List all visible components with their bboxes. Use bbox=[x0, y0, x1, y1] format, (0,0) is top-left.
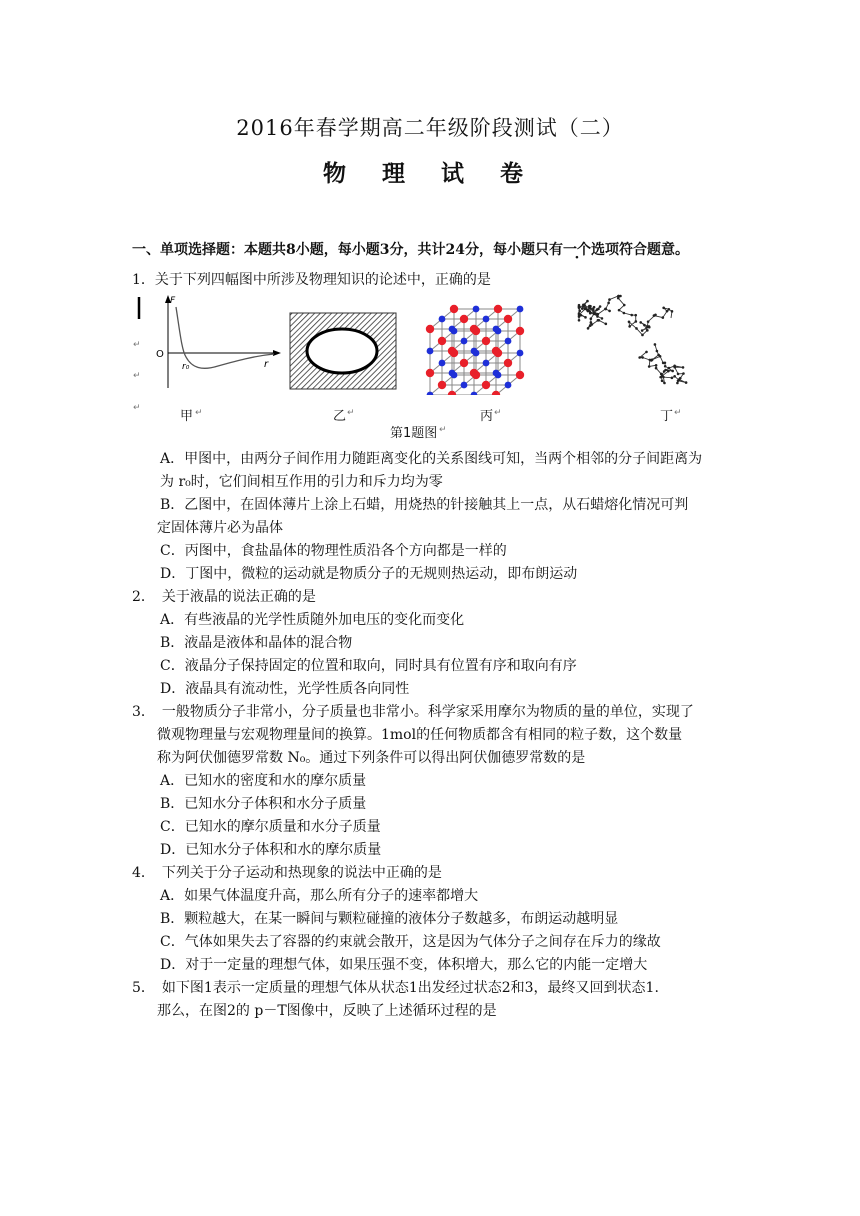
question-5-stem: 5． 如下图1表示一定质量的理想气体从状态1出发经过状态2和3，最终又回到状态1. bbox=[132, 980, 659, 996]
sodium-ion-atom bbox=[438, 381, 446, 389]
chloride-ion-atom bbox=[439, 316, 446, 323]
sodium-ion-atom bbox=[482, 381, 490, 389]
question-1-stem: 1．关于下列四幅图中所涉及物理知识的论述中，正确的是 bbox=[132, 272, 491, 288]
chloride-ion-atom bbox=[517, 350, 524, 357]
chloride-ion-atom bbox=[471, 348, 478, 355]
page-title: 2016年春学期高二年级阶段测试（二） bbox=[236, 116, 624, 140]
axis-f-label: F bbox=[170, 296, 176, 306]
section-heading-post: 选项符合题意。 bbox=[590, 242, 689, 258]
sodium-ion-atom bbox=[460, 315, 468, 323]
question-1-option-b-cont: 定固体薄片必为晶体 bbox=[157, 520, 283, 536]
section-heading-pre: 一、单项选择题：本题共8小题，每小题3分，共计24分，每小题只有 bbox=[132, 242, 563, 258]
question-3-stem-line2: 微观物理量与宏观物理量间的换算。1mol的任何物质都含有相同的粒子数，这个数量 bbox=[157, 727, 683, 743]
force-distance-graph bbox=[136, 293, 286, 393]
paragraph-mark-icon: ↵ bbox=[133, 403, 141, 413]
sodium-ion-atom bbox=[492, 347, 500, 355]
question-5-stem-line2: 那么，在图2的 p－T图像中，反映了上述循环过程的是 bbox=[157, 1003, 497, 1019]
chloride-ion-atom bbox=[449, 370, 456, 377]
question-1-option-a-cont: 为 r₀时，它们间相互作用的引力和斥力均为零 bbox=[160, 474, 443, 490]
chloride-ion-atom bbox=[461, 338, 468, 345]
question-3-stem-line3: 称为阿伏伽德罗常数 N₀。通过下列条件可以得出阿伏伽德罗常数的是 bbox=[157, 750, 586, 766]
paragraph-mark-icon: ↵ bbox=[133, 340, 141, 350]
x-axis-arrow bbox=[273, 350, 281, 356]
question-1-option-d: D．丁图中，微粒的运动就是物质分子的无规则热运动，即布朗运动 bbox=[160, 566, 578, 582]
question-4-stem: 4． 下列关于分子运动和热现象的说法中正确的是 bbox=[132, 865, 442, 881]
figure-label-jia: 甲 bbox=[180, 409, 194, 424]
paragraph-mark-icon: ↵ bbox=[133, 371, 141, 381]
question-3-stem: 3． 一般物质分子非常小，分子质量也非常小。科学家采用摩尔为物质的量的单位，实现了 bbox=[132, 704, 694, 720]
chloride-ion-atom bbox=[517, 306, 524, 313]
question-3-option-b: B．已知水分子体积和水分子质量 bbox=[160, 796, 367, 812]
paragraph-mark-icon: ↵ bbox=[674, 408, 682, 418]
question-2-option-b: B．液晶是液体和晶体的混合物 bbox=[160, 635, 353, 651]
question-1-option-a: A．甲图中，由两分子间作用力随距离变化的关系图线可知，当两个相邻的分子间距离为 bbox=[160, 451, 703, 467]
chloride-ion-atom bbox=[505, 382, 512, 389]
question-1-option-b: B．乙图中，在固体薄片上涂上石蜡，用烧热的针接触其上一点，从石蜡熔化情况可判 bbox=[160, 497, 689, 513]
question-1-option-c: C．丙图中，食盐晶体的物理性质沿各个方向都是一样的 bbox=[160, 543, 507, 559]
question-2-option-c: C．液晶分子保持固定的位置和取向，同时具有位置有序和取向有序 bbox=[160, 658, 577, 674]
question-3-option-a: A．已知水的密度和水的摩尔质量 bbox=[160, 773, 367, 789]
question-4-option-a: A．如果气体温度升高，那么所有分子的速率都增大 bbox=[160, 888, 479, 904]
sodium-ion-atom bbox=[516, 327, 524, 335]
page-subtitle: 物 理 试 卷 bbox=[322, 160, 538, 187]
section-heading-dotted: 一个 bbox=[562, 242, 591, 258]
chloride-ion-atom bbox=[493, 326, 500, 333]
sodium-ion-atom bbox=[426, 369, 434, 377]
figure-label-bing: 丙 bbox=[480, 409, 494, 424]
sodium-ion-atom bbox=[492, 391, 500, 395]
sodium-ion-atom bbox=[450, 305, 458, 313]
r0-label: r₀ bbox=[182, 362, 190, 372]
question-2-option-d: D．液晶具有流动性，光学性质各向同性 bbox=[160, 681, 410, 697]
paragraph-mark-icon: ↵ bbox=[195, 408, 203, 418]
question-4-option-b: B．颗粒越大，在某一瞬间与颗粒碰撞的液体分子数越多，布朗运动越明显 bbox=[160, 911, 619, 927]
chloride-ion-atom bbox=[427, 348, 434, 355]
axis-r-label: r bbox=[264, 359, 269, 370]
chloride-ion-atom bbox=[449, 326, 456, 333]
crystal-lattice-figure bbox=[420, 295, 540, 395]
question-2-stem: 2． 关于液晶的说法正确的是 bbox=[132, 589, 316, 605]
sodium-ion-atom bbox=[448, 347, 456, 355]
origin-label: O bbox=[156, 349, 164, 360]
sodium-ion-atom bbox=[426, 325, 434, 333]
sodium-ion-atom bbox=[494, 305, 502, 313]
sodium-ion-atom bbox=[460, 359, 468, 367]
figure-label-ding: 丁 bbox=[660, 409, 674, 424]
sodium-ion-atom bbox=[470, 369, 478, 377]
chloride-ion-atom bbox=[427, 392, 434, 395]
figure-label-yi: 乙 bbox=[333, 409, 347, 424]
force-curve bbox=[176, 307, 274, 368]
paragraph-mark-icon: ↵ bbox=[347, 408, 355, 418]
melted-wax-ellipse bbox=[307, 329, 377, 373]
section-heading bbox=[132, 239, 689, 259]
question-3-option-d: D．已知水分子体积和水的摩尔质量 bbox=[160, 842, 382, 858]
sodium-ion-atom bbox=[504, 359, 512, 367]
sodium-ion-atom bbox=[438, 337, 446, 345]
chloride-ion-atom bbox=[493, 370, 500, 377]
chloride-ion-atom bbox=[439, 360, 446, 367]
question-4-option-c: C．气体如果失去了容器的约束就会散开，这是因为气体分子之间存在斥力的缘故 bbox=[160, 934, 661, 950]
chloride-ion-atom bbox=[505, 338, 512, 345]
figure-caption: 第1题图 bbox=[390, 426, 438, 441]
brownian-motion-figure bbox=[576, 293, 711, 388]
sodium-ion-atom bbox=[516, 371, 524, 379]
sodium-ion-atom bbox=[504, 315, 512, 323]
sodium-ion-atom bbox=[448, 391, 456, 395]
figure-1 bbox=[128, 293, 728, 443]
chloride-ion-atom bbox=[483, 360, 490, 367]
paragraph-mark-icon: ↵ bbox=[439, 425, 447, 435]
sodium-ion-atom bbox=[482, 337, 490, 345]
chloride-ion-atom bbox=[473, 306, 480, 313]
question-3-option-c: C．已知水的摩尔质量和水分子质量 bbox=[160, 819, 381, 835]
paragraph-mark-icon: ↵ bbox=[494, 408, 502, 418]
wax-plate-figure bbox=[288, 311, 400, 391]
question-4-option-d: D．对于一定量的理想气体，如果压强不变，体积增大，那么它的内能一定增大 bbox=[160, 957, 648, 973]
question-2-option-a: A．有些液晶的光学性质随外加电压的变化而变化 bbox=[160, 612, 465, 628]
chloride-ion-atom bbox=[471, 392, 478, 395]
chloride-ion-atom bbox=[461, 382, 468, 389]
sodium-ion-atom bbox=[470, 325, 478, 333]
chloride-ion-atom bbox=[483, 316, 490, 323]
